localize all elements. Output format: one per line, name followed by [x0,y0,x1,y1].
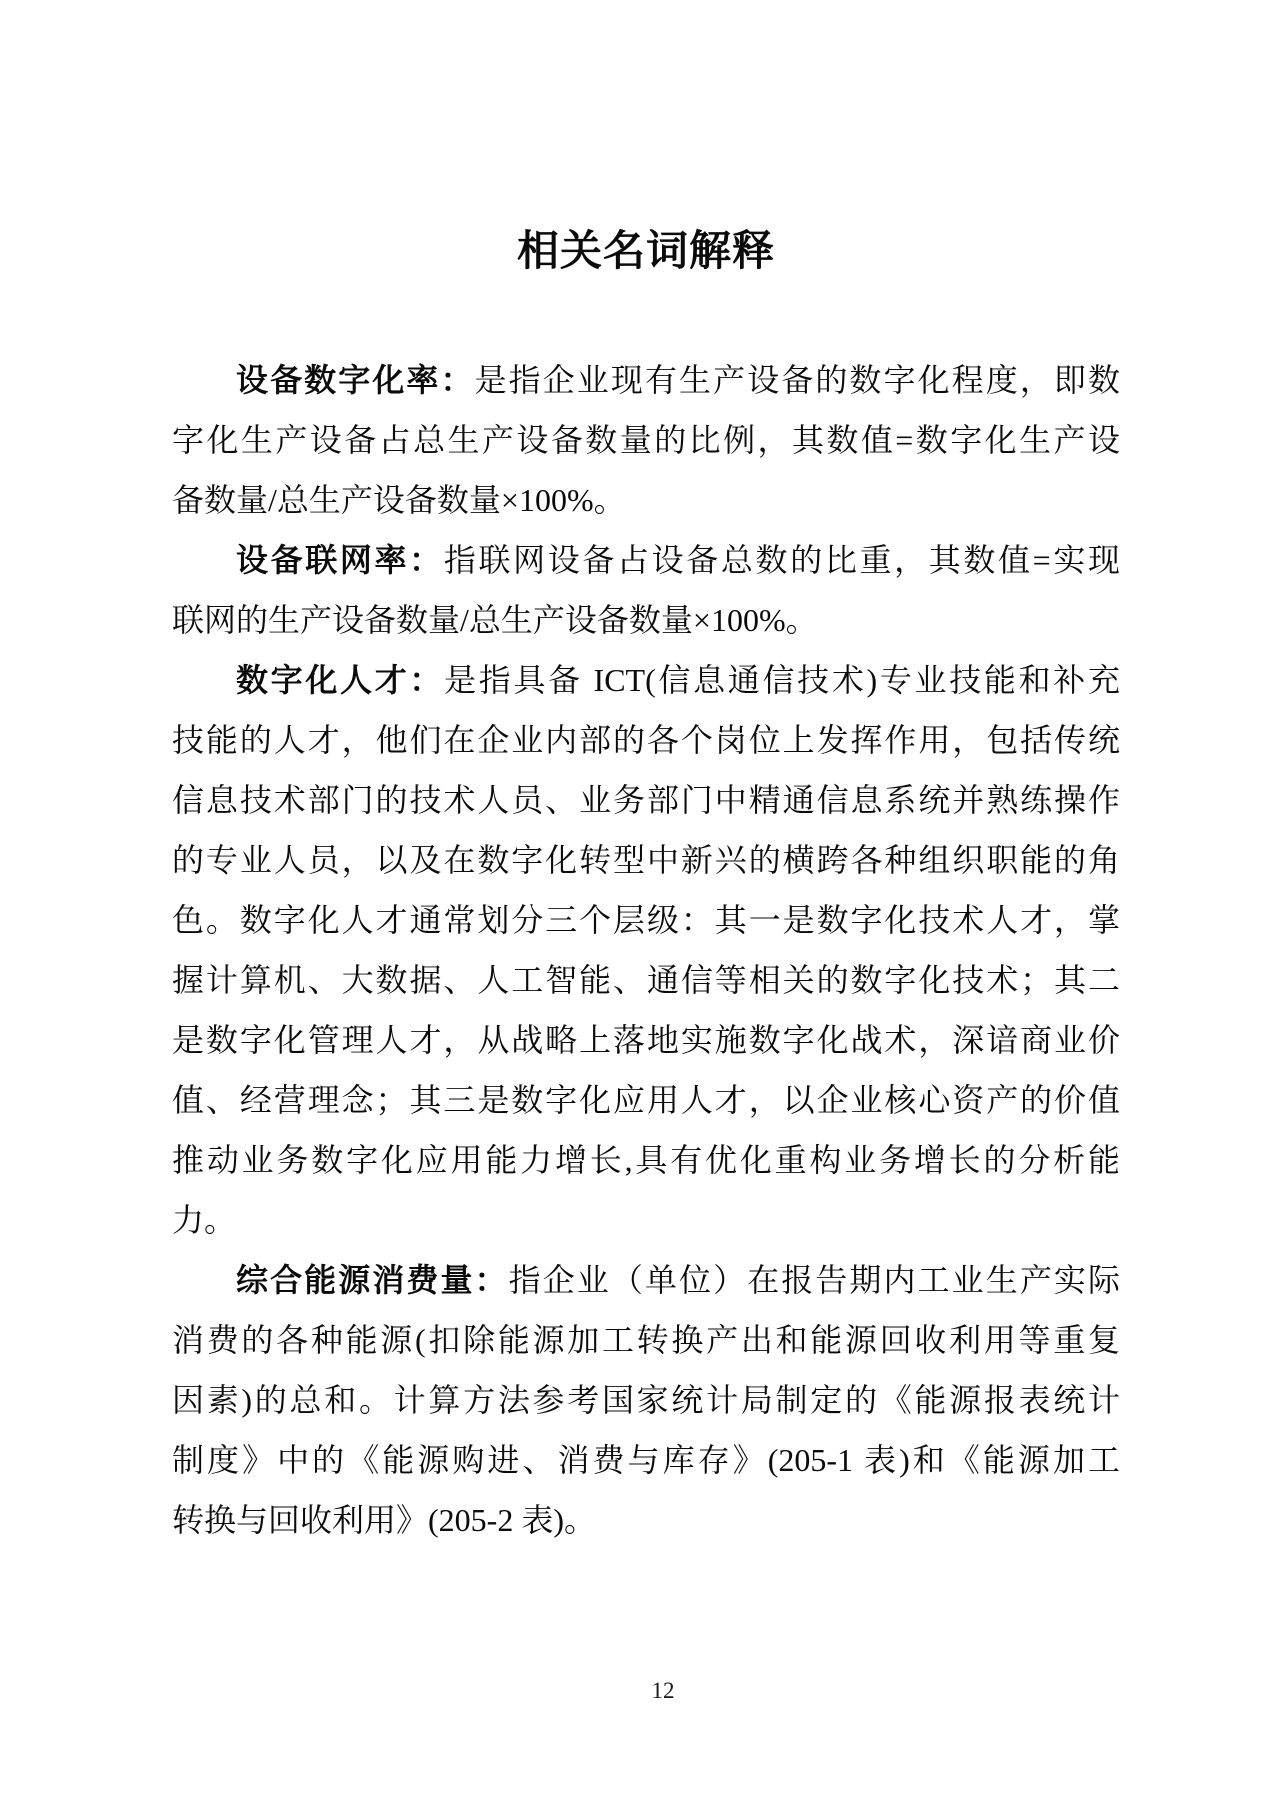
term-device-networking-rate: 设备联网率： [236,542,444,578]
body-line [172,650,1120,710]
line-text: 字化生产设备占总生产设备数量的比例，其数值=数字化生产设 [172,422,1120,458]
body-line [172,1250,1120,1310]
body-line [172,530,1120,590]
body-line [172,1130,1120,1190]
body-line [172,950,1120,1010]
line-text: 联网的生产设备数量/总生产设备数量×100%。 [172,602,818,638]
line-text: 是指企业现有生产设备的数字化程度，即数 [474,362,1120,398]
line-text: 值、经营理念；其三是数字化应用人才，以企业核心资产的价值 [172,1082,1120,1118]
line-text: 力。 [172,1202,237,1238]
term-device-digitalization-rate: 设备数字化率： [236,362,475,398]
page-title: 相关名词解释 [516,229,775,275]
body-line [172,1370,1120,1430]
line-text: 指企业（单位）在报告期内工业生产实际 [508,1262,1120,1298]
body-text [172,350,1120,1550]
line-text: 是指具备 ICT(信息通信技术)专业技能和补充 [444,662,1120,698]
body-line [172,1070,1120,1130]
line-text: 因素)的总和。计算方法参考国家统计局制定的《能源报表统计 [172,1382,1120,1418]
body-line [172,710,1120,770]
term-comprehensive-energy-consumption: 综合能源消费量： [236,1262,509,1298]
body-line [172,830,1120,890]
body-line [172,410,1120,470]
body-line [172,1430,1120,1490]
body-line [172,770,1120,830]
body-line [172,890,1120,950]
line-text: 推动业务数字化应用能力增长,具有优化重构业务增长的分析能 [172,1142,1120,1178]
page-number: 12 [651,1678,675,1703]
body-line [172,470,1120,530]
line-text: 信息技术部门的技术人员、业务部门中精通信息系统并熟练操作 [172,782,1120,818]
body-line [172,350,1120,410]
body-line [172,1490,1120,1550]
line-text: 握计算机、大数据、人工智能、通信等相关的数字化技术；其二 [172,962,1120,998]
body-line [172,590,1120,650]
body-line [172,1190,1120,1250]
line-text: 制度》中的《能源购进、消费与库存》(205-1 表)和《能源加工 [172,1442,1120,1478]
line-text: 是数字化管理人才，从战略上落地实施数字化战术，深谙商业价 [172,1022,1120,1058]
term-digital-talent: 数字化人才： [236,662,445,698]
line-text: 的专业人员，以及在数字化转型中新兴的横跨各种组织职能的角 [172,842,1120,878]
line-text: 消费的各种能源(扣除能源加工转换产出和能源回收利用等重复 [172,1322,1120,1358]
body-line [172,1310,1120,1370]
line-text: 色。数字化人才通常划分三个层级：其一是数字化技术人才，掌 [172,902,1120,938]
line-text: 指联网设备占设备总数的比重，其数值=实现 [443,542,1120,578]
line-text: 转换与回收利用》(205-2 表)。 [172,1502,596,1538]
body-line [172,1010,1120,1070]
line-text: 备数量/总生产设备数量×100%。 [172,482,626,518]
line-text: 技能的人才，他们在企业内部的各个岗位上发挥作用，包括传统 [172,722,1120,758]
